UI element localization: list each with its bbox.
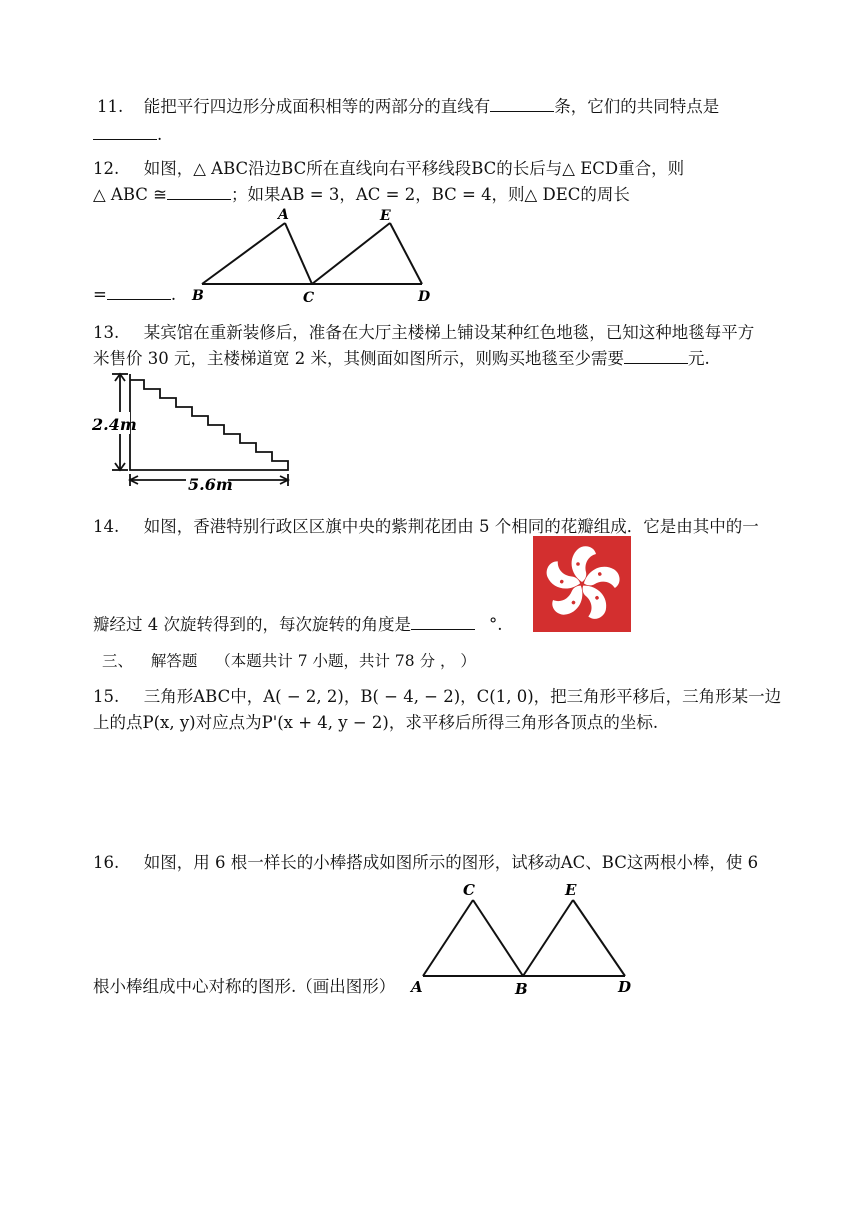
q15-text-2: 上的点P(x, y)对应点为P'(x + 4, y − 2)，求平移后所得三角形各顶点的坐标. xyxy=(93,713,659,732)
q16-label-a: A xyxy=(411,978,423,996)
section3-header xyxy=(102,650,476,672)
q13-text-1: 某宾馆在重新装修后，准备在大厅主楼梯上铺设某种红色地毯，已知这种地毯每平方 xyxy=(143,323,755,342)
q14-text-1: 如图，香港特别行政区区旗中央的紫荆花团由 5 个相同的花瓣组成．它是由其中的一 xyxy=(143,517,759,536)
q12-label-c: C xyxy=(303,290,315,305)
q16-label-b: B xyxy=(515,980,528,998)
q12-line3 xyxy=(93,284,176,306)
q12-line2 xyxy=(93,184,630,206)
q11-text-a: 能把平行四边形分成面积相等的两部分的直线有 xyxy=(143,97,491,116)
q12-triangle-figure xyxy=(190,205,435,305)
q13-blank[interactable] xyxy=(624,349,688,364)
q12-text-3a: = xyxy=(93,285,107,304)
section3-number: 三、 xyxy=(102,652,134,670)
q14-line1 xyxy=(93,516,759,538)
q13-height-label: 2.4m xyxy=(92,415,137,434)
q13-text-2b: 元. xyxy=(687,349,710,368)
q11-number: 11. xyxy=(97,97,124,116)
q16-label-c: C xyxy=(463,881,475,899)
q12-text-1: 如图，△ ABC沿边BC所在直线向右平移线段BC的长后与△ ECD重合，则 xyxy=(143,159,685,178)
q14-number: 14. xyxy=(93,517,120,536)
q12-line1 xyxy=(93,158,684,180)
q16-text-1: 如图，用 6 根一样长的小棒搭成如图所示的图形，试移动AC、BC这两根小棒，使 6 xyxy=(143,853,759,872)
q13-line2 xyxy=(93,348,710,370)
q14-blank[interactable] xyxy=(411,615,475,630)
hong-kong-flag-image xyxy=(533,536,631,632)
q14-text-2a: 瓣经过 4 次旋转得到的，每次旋转的角度是 xyxy=(93,615,411,634)
q15-line2 xyxy=(93,712,658,734)
q16-text-2: 根小棒组成中心对称的图形.（画出图形） xyxy=(93,977,396,996)
q12-number: 12. xyxy=(93,159,120,178)
q16-line2 xyxy=(93,976,395,998)
section3-note: （本题共计 7 小题，共计 78 分 ， ） xyxy=(215,652,476,670)
q11-period: . xyxy=(157,125,163,144)
q11-text-b: 条，它们的共同特点是 xyxy=(554,97,720,116)
q13-staircase-figure xyxy=(88,368,298,494)
q15-number: 15. xyxy=(93,687,120,706)
q12-label-d: D xyxy=(418,289,431,305)
section3-title: 解答题 xyxy=(150,652,198,670)
q16-line1 xyxy=(93,852,758,874)
q16-label-d: D xyxy=(618,978,632,996)
q11-line1 xyxy=(97,96,719,118)
q12-text-3b: . xyxy=(170,285,177,304)
q11-blank2[interactable] xyxy=(93,125,157,140)
q11-line2 xyxy=(93,124,162,146)
q13-number: 13. xyxy=(93,323,120,342)
q14-line2 xyxy=(93,614,503,636)
q16-label-e: E xyxy=(565,881,577,899)
q16-number: 16. xyxy=(93,853,120,872)
q12-text-2a: △ ABC ≅ xyxy=(93,185,167,204)
q12-label-a: A xyxy=(278,207,289,223)
q13-line1 xyxy=(93,322,754,344)
q12-text-2b: ；如果AB = 3，AC = 2，BC = 4，则△ DEC的周长 xyxy=(230,185,630,204)
q12-label-b: B xyxy=(192,288,204,304)
q11-blank1[interactable] xyxy=(490,97,554,112)
q12-blank2[interactable] xyxy=(107,285,171,300)
q13-text-2a: 米售价 30 元，主楼梯道宽 2 米，其侧面如图所示，则购买地毯至少需要 xyxy=(93,349,624,368)
q14-text-2b: °. xyxy=(489,615,503,634)
q16-triangle-figure xyxy=(405,878,645,998)
q12-label-e: E xyxy=(380,208,391,224)
q15-text-1: 三角形ABC中，A( − 2, 2)，B( − 4, − 2)，C(1, 0)，把三角形平移后，三角形某一边 xyxy=(143,687,782,706)
q15-line1 xyxy=(93,686,781,708)
q13-width-label: 5.6m xyxy=(188,475,233,494)
q12-blank1[interactable] xyxy=(167,185,231,200)
